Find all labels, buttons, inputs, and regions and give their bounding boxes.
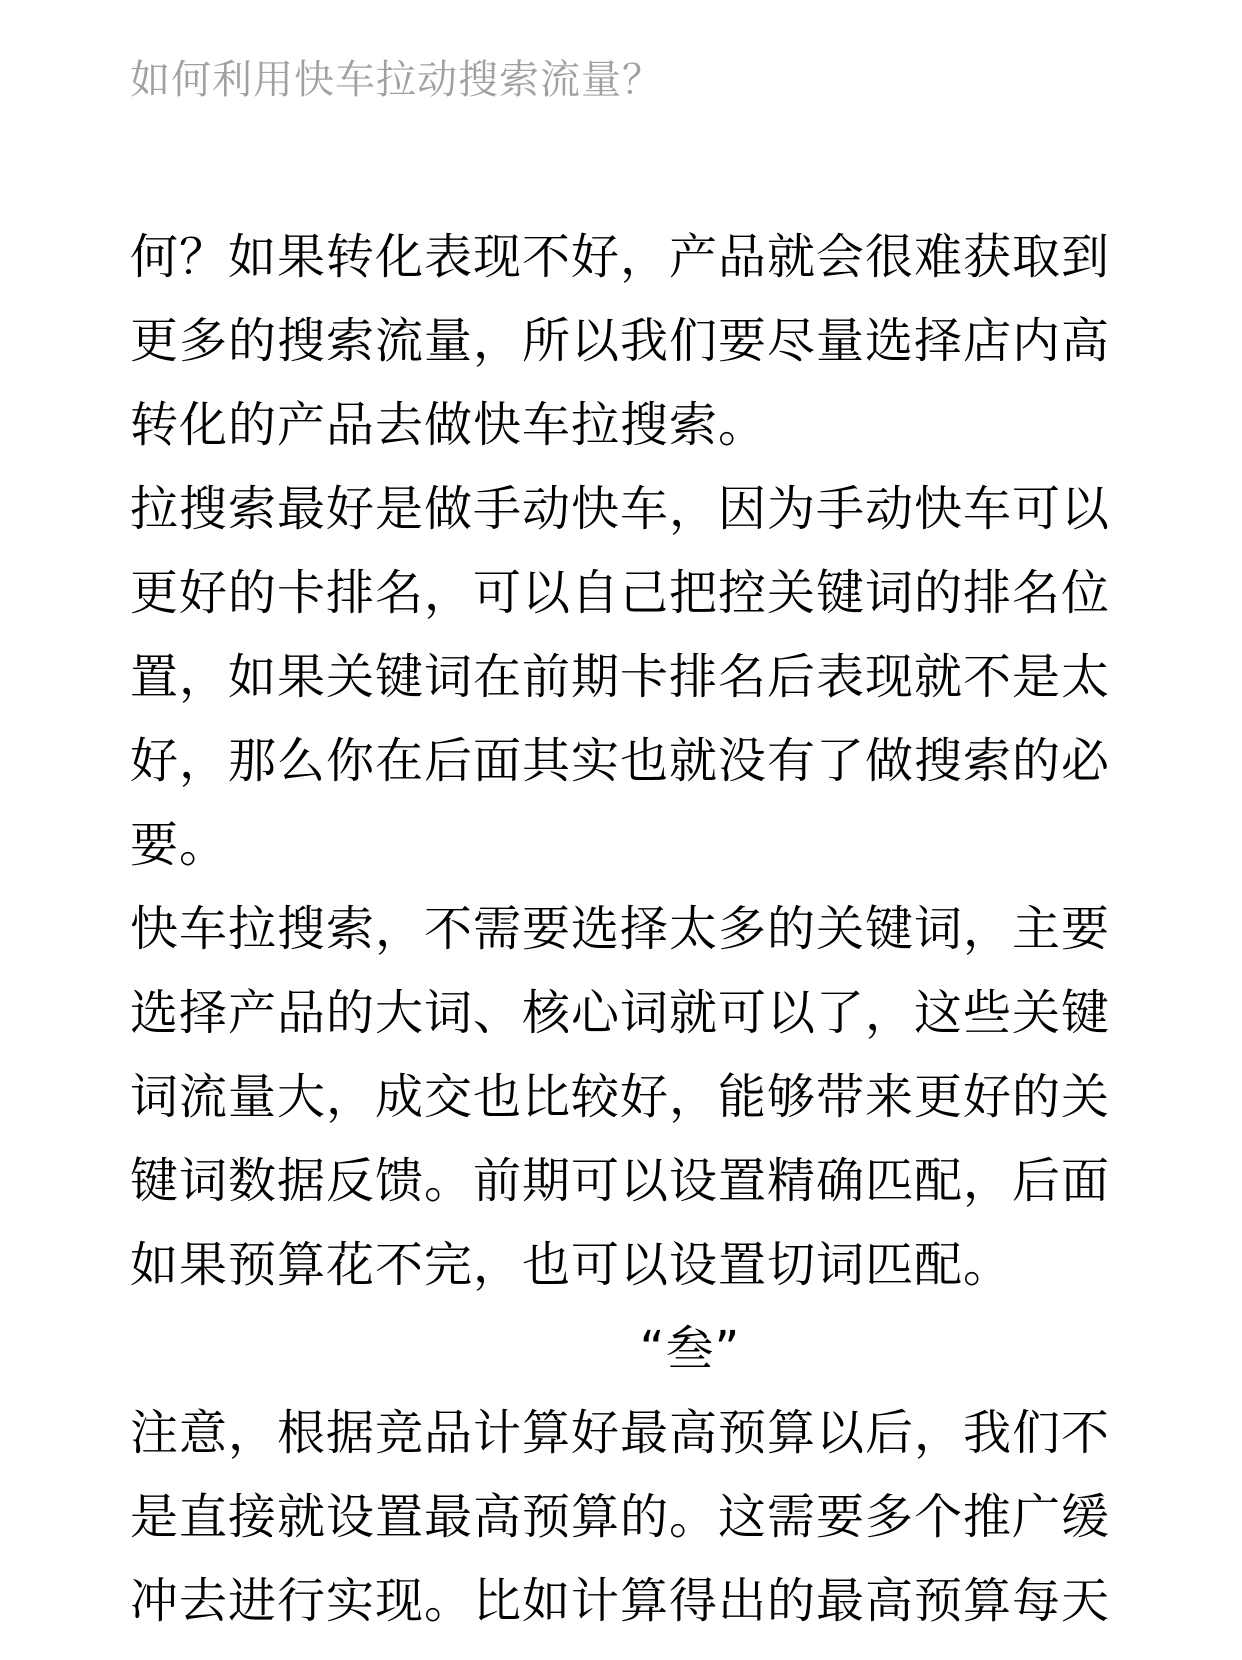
paragraph-keywords [130, 887, 1120, 1307]
text-line: 好，那么你在后面其实也就没有了做搜索的必 [130, 733, 1111, 789]
text-line: 转化的产品去做快车拉搜索。 [130, 397, 768, 453]
text-line: 更多的搜索流量，所以我们要尽量选择店内高 [130, 313, 1111, 369]
text-line: 注意，根据竞品计算好最高预算以后，我们不 [130, 1405, 1111, 1461]
text-line: 要。 [130, 817, 229, 873]
section-heading: “叁” [639, 1321, 741, 1377]
text-line: 拉搜索最好是做手动快车，因为手动快车可以 [130, 481, 1111, 537]
page-header-title: 如何利用快车拉动搜索流量？ [130, 57, 663, 103]
paragraph-conversion [130, 215, 1120, 467]
text-line: 置，如果关键词在前期卡排名后表现就不是太 [130, 649, 1111, 705]
article-body [130, 215, 1120, 1643]
text-line: 更好的卡排名，可以自己把控关键词的排名位 [130, 565, 1111, 621]
text-line: 何？如果转化表现不好，产品就会很难获取到 [130, 229, 1111, 285]
text-line: 冲去进行实现。比如计算得出的最高预算每天 [130, 1573, 1111, 1629]
paragraph-budget [130, 1391, 1120, 1643]
text-line: 如果预算花不完，也可以设置切词匹配。 [130, 1237, 1013, 1293]
paragraph-manual-express [130, 467, 1120, 887]
text-line: 快车拉搜索，不需要选择太多的关键词，主要 [130, 901, 1111, 957]
text-line: 是直接就设置最高预算的。这需要多个推广缓 [130, 1489, 1111, 1545]
text-line: 词流量大，成交也比较好，能够带来更好的关 [130, 1069, 1111, 1125]
text-line: 键词数据反馈。前期可以设置精确匹配，后面 [130, 1153, 1111, 1209]
text-line: 选择产品的大词、核心词就可以了，这些关键 [130, 985, 1111, 1041]
